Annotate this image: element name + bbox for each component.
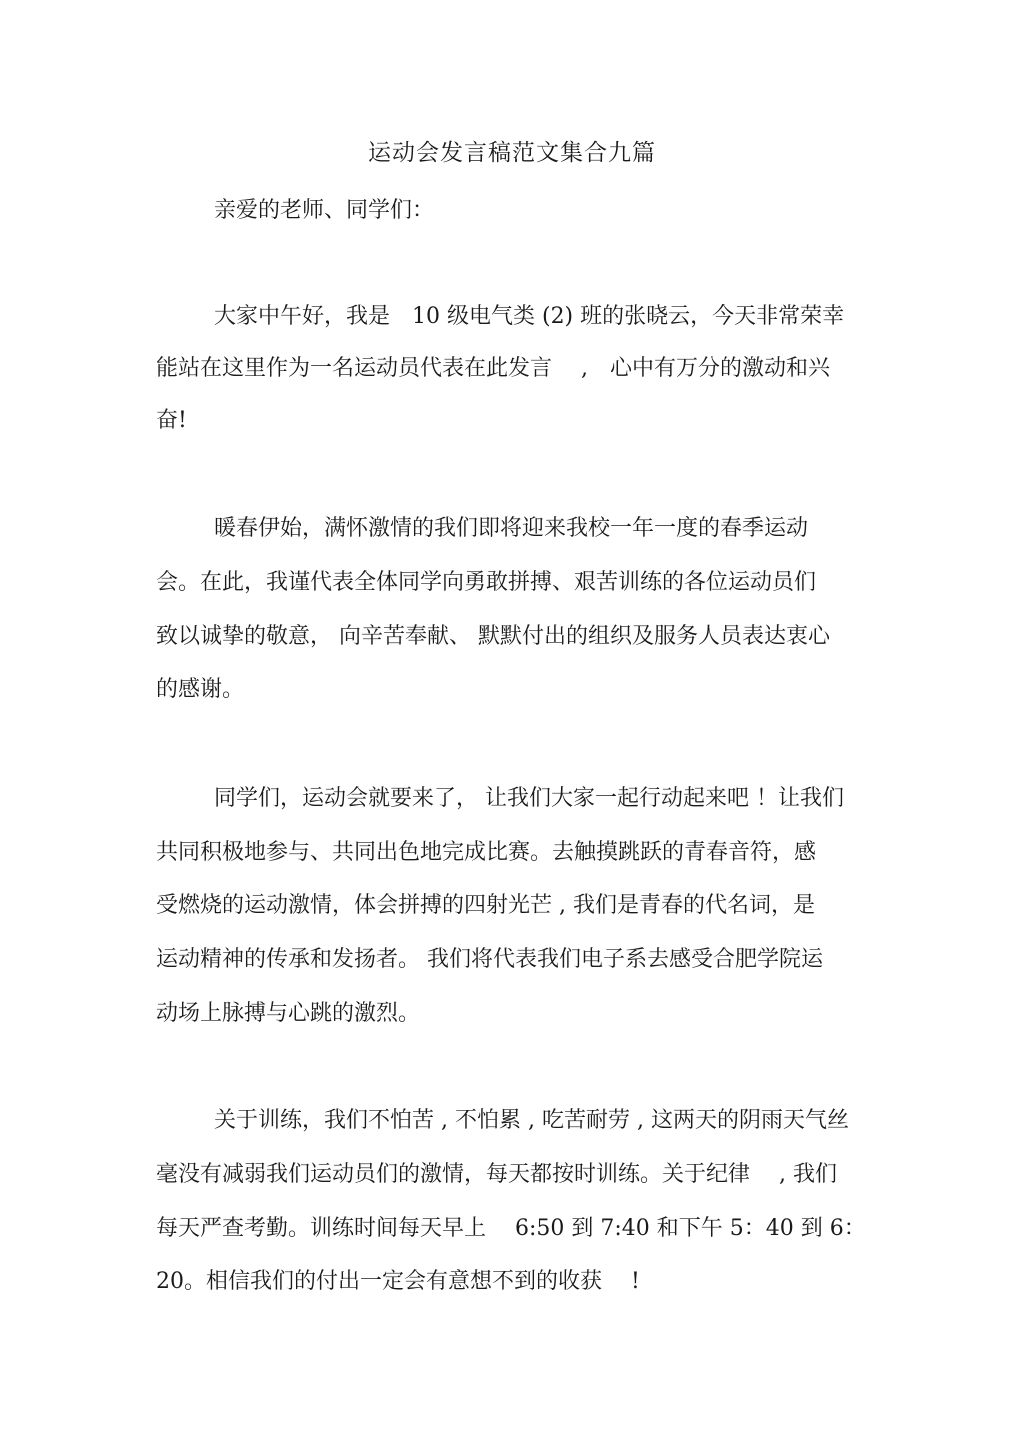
salutation: 亲爱的老师、同学们： <box>214 198 435 223</box>
paragraph-line: 大家中午好，我是 10 级电气类 (2) 班的张晓云，今天非常荣幸 <box>214 304 845 329</box>
paragraph-line: 动场上脉搏与心跳的激烈。 <box>156 1001 421 1026</box>
paragraph-line: 的感谢。 <box>156 677 245 702</box>
paragraph-line: 受燃烧的运动激情，体会拼搏的四射光芒 , 我们是青春的代名词，是 <box>156 893 815 918</box>
paragraph-line: 毫没有减弱我们运动员们的激情，每天都按时训练。关于纪律 , 我们 <box>156 1162 837 1187</box>
paragraph-line: 每天严查考勤。训练时间每天早上 6:50 到 7:40 和下午 5：40 到 6： <box>156 1216 866 1241</box>
paragraph-line: 共同积极地参与、共同出色地完成比赛。去触摸跳跃的青春音符，感 <box>156 840 817 865</box>
paragraph-line: 会。在此，我谨代表全体同学向勇敢拼搏、艰苦训练的各位运动员们 <box>156 570 817 595</box>
document-title: 运动会发言稿范文集合九篇 <box>368 140 656 166</box>
paragraph-line: 暖春伊始，满怀激情的我们即将迎来我校一年一度的春季运动 <box>214 516 809 541</box>
paragraph-line: 致以诚挚的敬意， 向辛苦奉献、 默默付出的组织及服务人员表达衷心 <box>156 624 830 649</box>
paragraph-line: 关于训练，我们不怕苦 , 不怕累 , 吃苦耐劳 , 这两天的阴雨天气丝 <box>214 1108 849 1133</box>
paragraph-line: 能站在这里作为一名运动员代表在此发言 , 心中有万分的激动和兴 <box>156 356 830 381</box>
paragraph-line: 运动精神的传承和发扬者。 我们将代表我们电子系去感受合肥学院运 <box>156 947 823 972</box>
paragraph-line: 奋! <box>156 408 187 433</box>
paragraph-line: 同学们，运动会就要来了， 让我们大家一起行动起来吧 ！让我们 <box>214 786 844 811</box>
paragraph-line: 20。相信我们的付出一定会有意想不到的收获 ! <box>156 1269 640 1294</box>
